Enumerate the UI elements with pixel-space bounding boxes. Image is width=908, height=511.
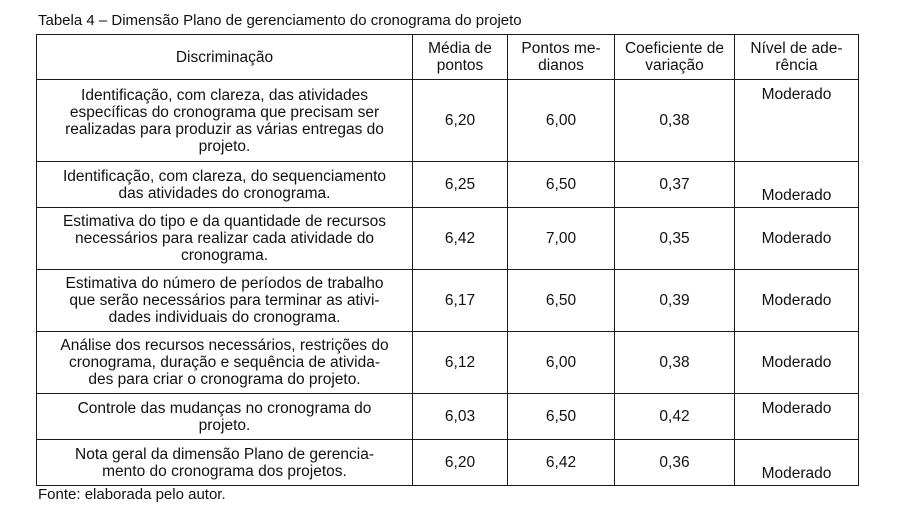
- header-mediana: [508, 35, 615, 80]
- cell-mediana: 6,50: [508, 270, 615, 332]
- table-row: [37, 208, 859, 270]
- cell-nivel: Moderado: [735, 332, 859, 394]
- header-nivel-line2: rência: [775, 57, 818, 74]
- cell-coeficiente: 0,42: [615, 394, 735, 440]
- description-line: projeto.: [198, 137, 251, 155]
- description-line: Análise dos recursos necessários, restrições do: [60, 337, 389, 354]
- cell-media: 6,03: [413, 394, 508, 440]
- header-coeficiente-line2: variação: [645, 57, 704, 74]
- cell-media: 6,20: [413, 440, 508, 486]
- description-line: das atividades do cronograma.: [118, 184, 331, 202]
- row-description: [37, 80, 413, 162]
- table-row: [37, 270, 859, 332]
- cell-mediana: 6,00: [508, 332, 615, 394]
- header-nivel: [735, 35, 859, 80]
- description-line: dades individuais do cronograma.: [108, 309, 341, 326]
- description-line: mento do cronograma dos projetos.: [102, 462, 347, 480]
- cell-coeficiente: 0,37: [615, 162, 735, 208]
- description-line: Identificação, com clareza, das atividades: [81, 86, 368, 104]
- header-mediana-line2: dianos: [538, 57, 584, 74]
- description-line: realizadas para produzir as várias entregas do: [65, 120, 384, 138]
- cell-nivel: Moderado: [735, 162, 859, 208]
- description-line: Identificação, com clareza, do sequenciamento: [62, 167, 387, 185]
- cell-mediana: 6,50: [508, 394, 615, 440]
- cell-media: 6,12: [413, 332, 508, 394]
- description-line: que serão necessários para terminar as ativi-: [69, 292, 380, 309]
- row-description: [37, 162, 413, 208]
- header-media-line1: Média de: [428, 40, 492, 57]
- description-line: Nota geral da dimensão Plano de gerencia-: [75, 445, 374, 463]
- description-line: Estimativa do número de períodos de trabalho: [65, 275, 384, 292]
- cell-coeficiente: 0,35: [615, 208, 735, 270]
- cell-nivel: Moderado: [735, 440, 859, 486]
- header-media: [413, 35, 508, 80]
- row-description: [37, 332, 413, 394]
- row-description: [37, 394, 413, 440]
- description-line: cronograma, duração e sequência de ativida-: [68, 354, 381, 371]
- header-coeficiente-line1: Coeficiente de: [624, 40, 725, 57]
- cell-coeficiente: 0,39: [615, 270, 735, 332]
- description-line: cronograma.: [180, 247, 268, 264]
- table-row: [37, 440, 859, 486]
- cell-coeficiente: 0,38: [615, 80, 735, 162]
- row-description: [37, 440, 413, 486]
- header-discriminacao: Discriminação: [37, 35, 413, 80]
- cell-coeficiente: 0,38: [615, 332, 735, 394]
- header-mediana-line1: Pontos me-: [521, 40, 601, 57]
- source-note: Fonte: elaborada pelo autor.: [38, 486, 226, 503]
- cell-media: 6,25: [413, 162, 508, 208]
- description-line: Estimativa do tipo e da quantidade de recursos: [62, 213, 387, 230]
- description-line: Controle das mudanças no cronograma do: [77, 399, 372, 417]
- table-row: [37, 332, 859, 394]
- table-caption: Tabela 4 – Dimensão Plano de gerenciamento do cronograma do projeto: [38, 12, 522, 29]
- table-row: [37, 162, 859, 208]
- header-coeficiente: [615, 35, 735, 80]
- data-table: [36, 34, 859, 486]
- cell-nivel: Moderado: [735, 80, 859, 162]
- description-line: projeto.: [198, 416, 251, 434]
- header-nivel-line1: Nível de ade-: [750, 40, 843, 57]
- header-media-line2: pontos: [436, 57, 484, 74]
- cell-mediana: 6,00: [508, 80, 615, 162]
- cell-media: 6,17: [413, 270, 508, 332]
- cell-media: 6,20: [413, 80, 508, 162]
- cell-mediana: 6,42: [508, 440, 615, 486]
- header-row: [37, 35, 859, 80]
- cell-media: 6,42: [413, 208, 508, 270]
- description-line: específicas do cronograma que precisam ser: [69, 103, 380, 121]
- cell-mediana: 7,00: [508, 208, 615, 270]
- row-description: [37, 270, 413, 332]
- row-description: [37, 208, 413, 270]
- cell-coeficiente: 0,36: [615, 440, 735, 486]
- description-line: des para criar o cronograma do projeto.: [88, 371, 361, 388]
- cell-nivel: Moderado: [735, 270, 859, 332]
- table-row: [37, 80, 859, 162]
- cell-mediana: 6,50: [508, 162, 615, 208]
- cell-nivel: Moderado: [735, 394, 859, 440]
- cell-nivel: Moderado: [735, 208, 859, 270]
- table-row: [37, 394, 859, 440]
- description-line: necessários para realizar cada atividade do: [75, 230, 374, 247]
